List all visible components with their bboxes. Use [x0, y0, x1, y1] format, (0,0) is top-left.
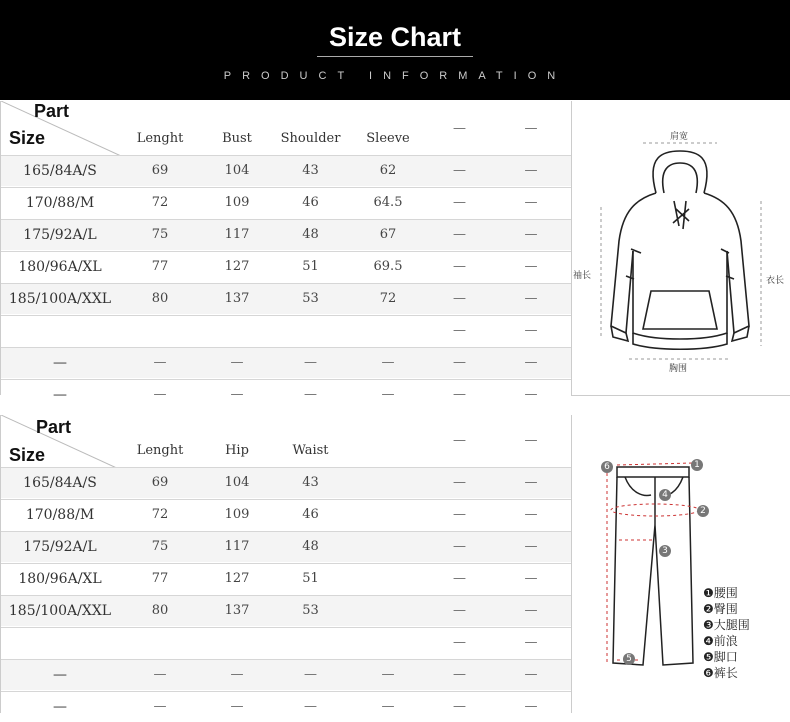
table-row	[1, 347, 571, 378]
value-cell: —	[524, 699, 538, 714]
value-cell: —	[304, 667, 317, 682]
size-cell: 180/96A/XL	[18, 259, 102, 275]
pants-illustration	[571, 415, 790, 713]
size-cell: 170/88/M	[25, 507, 95, 523]
table-row	[1, 627, 571, 658]
value-cell: —	[524, 259, 538, 274]
value-cell: 48	[302, 539, 319, 554]
legend-item: ❸大腿围	[703, 618, 750, 632]
length-label: 衣长	[766, 276, 785, 286]
hoodie-illustration	[571, 101, 790, 395]
value-cell: —	[524, 355, 538, 370]
value-cell: 53	[302, 291, 319, 306]
value-cell: —	[230, 355, 244, 370]
value-cell: —	[524, 635, 538, 650]
table-row	[1, 659, 571, 690]
value-cell: 64.5	[373, 195, 403, 210]
value-cell: —	[153, 667, 167, 682]
value-cell: 67	[379, 227, 397, 242]
value-cell: —	[453, 475, 466, 490]
size-cell: —	[53, 387, 67, 403]
value-cell: —	[453, 699, 466, 714]
value-cell: 104	[224, 163, 250, 178]
value-cell: —	[153, 355, 167, 370]
column-header: Sleeve	[366, 131, 410, 146]
value-cell: 104	[224, 475, 250, 490]
value-cell: 109	[224, 195, 250, 210]
value-cell: —	[153, 387, 167, 402]
corner-size-label: Size	[9, 445, 46, 465]
value-cell: 117	[224, 539, 250, 554]
page-title: Size Chart	[328, 22, 462, 52]
value-cell: —	[381, 355, 395, 370]
value-cell: 62	[379, 163, 397, 178]
value-cell: —	[453, 163, 466, 178]
size-cell: —	[53, 699, 67, 715]
size-cell: 175/92A/L	[23, 539, 97, 555]
table-row	[1, 467, 571, 498]
value-cell: —	[524, 227, 538, 242]
value-cell: —	[453, 291, 466, 306]
value-cell: 127	[224, 571, 250, 586]
value-cell	[119, 316, 201, 346]
value-cell	[348, 500, 428, 530]
value-cell: 46	[302, 507, 319, 522]
value-cell: —	[453, 355, 466, 370]
value-cell: —	[453, 227, 466, 242]
value-cell: —	[524, 603, 538, 618]
measure-marker: 5	[623, 653, 635, 665]
value-cell: —	[304, 699, 317, 714]
size-cell: 165/84A/S	[23, 163, 97, 179]
value-cell: —	[153, 699, 167, 714]
table-row	[1, 691, 571, 722]
value-cell	[348, 316, 428, 346]
value-cell: —	[524, 475, 538, 490]
column-header: —	[453, 433, 466, 448]
value-cell	[348, 628, 428, 658]
title-divider	[317, 56, 473, 57]
table-row	[1, 219, 571, 250]
value-cell: 69	[151, 475, 169, 490]
value-cell: —	[453, 571, 466, 586]
value-cell	[348, 468, 428, 498]
value-cell: 69.5	[373, 259, 403, 274]
value-cell	[201, 316, 273, 346]
value-cell: 72	[151, 195, 169, 210]
legend-item: ❹前浪	[703, 634, 738, 648]
size-cell: 175/92A/L	[23, 227, 97, 243]
table-row	[1, 251, 571, 282]
bottom-size-table	[0, 415, 572, 713]
size-cell	[1, 316, 119, 346]
value-cell: —	[524, 387, 538, 402]
table-row	[1, 315, 571, 346]
value-cell: 137	[224, 603, 250, 618]
value-cell: —	[524, 323, 538, 338]
value-cell: 75	[151, 227, 169, 242]
measure-marker: 4	[659, 489, 671, 501]
value-cell: —	[524, 291, 538, 306]
value-cell: 72	[379, 291, 397, 306]
pants-diagram	[571, 415, 790, 713]
value-cell: —	[381, 667, 395, 682]
hoodie-diagram	[571, 101, 790, 396]
value-cell: —	[304, 387, 317, 402]
value-cell: —	[304, 355, 317, 370]
value-cell	[348, 596, 428, 626]
table-row	[1, 155, 571, 186]
value-cell: —	[524, 571, 538, 586]
value-cell: —	[381, 699, 395, 714]
column-header: Shoulder	[280, 131, 341, 146]
value-cell: —	[524, 163, 538, 178]
corner-part-label: Part	[34, 101, 70, 121]
measure-marker: 1	[691, 459, 703, 471]
value-cell: —	[453, 259, 466, 274]
table-row	[1, 499, 571, 530]
value-cell: 51	[302, 571, 319, 586]
value-cell: 43	[302, 475, 319, 490]
column-header: Bust	[222, 131, 252, 146]
value-cell: 80	[151, 603, 169, 618]
value-cell	[348, 564, 428, 594]
value-cell: 109	[224, 507, 250, 522]
table-row	[1, 531, 571, 562]
column-header: Lenght	[136, 131, 184, 146]
shoulder-label: 肩宽	[670, 132, 689, 142]
header-banner	[0, 0, 790, 100]
table-row	[1, 187, 571, 218]
legend-item: ❶腰围	[703, 586, 738, 600]
corner-size-label: Size	[9, 128, 46, 148]
measure-marker: 3	[659, 545, 671, 557]
column-header: —	[524, 433, 538, 448]
value-cell: 127	[224, 259, 250, 274]
value-cell	[201, 628, 273, 658]
value-cell: —	[453, 507, 466, 522]
value-cell: 117	[224, 227, 250, 242]
value-cell	[273, 628, 348, 658]
column-header: Lenght	[136, 443, 184, 458]
size-cell: 185/100A/XXL	[8, 603, 112, 619]
value-cell: —	[453, 635, 466, 650]
column-header: —	[453, 121, 466, 136]
value-cell	[273, 316, 348, 346]
size-cell: 180/96A/XL	[18, 571, 102, 587]
corner-part-label: Part	[36, 417, 72, 437]
legend-item: ❷臀围	[703, 602, 738, 616]
table-row	[1, 379, 571, 410]
size-cell: 165/84A/S	[23, 475, 97, 491]
value-cell: 43	[302, 163, 319, 178]
sleeve-label: 袖长	[573, 271, 592, 281]
value-cell: —	[453, 603, 466, 618]
value-cell: 77	[151, 259, 169, 274]
top-size-table	[0, 101, 572, 403]
value-cell: —	[381, 387, 395, 402]
column-header: Hip	[225, 443, 249, 458]
value-cell: —	[230, 667, 244, 682]
size-cell: 170/88/M	[25, 195, 95, 211]
measure-marker: 2	[697, 505, 709, 517]
size-cell: 185/100A/XXL	[8, 291, 112, 307]
value-cell	[348, 532, 428, 562]
value-cell: 48	[302, 227, 319, 242]
value-cell: —	[230, 387, 244, 402]
size-cell: —	[53, 355, 67, 371]
size-cell: —	[53, 667, 67, 683]
measure-marker: 6	[601, 461, 613, 473]
value-cell: 53	[302, 603, 319, 618]
size-cell	[1, 628, 119, 658]
table-row	[1, 595, 571, 626]
table-row	[1, 283, 571, 314]
value-cell: 46	[302, 195, 319, 210]
value-cell: —	[524, 195, 538, 210]
value-cell	[119, 628, 201, 658]
value-cell: 69	[151, 163, 169, 178]
value-cell: —	[230, 699, 244, 714]
legend-item: ❺脚口	[703, 650, 738, 664]
value-cell: —	[453, 195, 466, 210]
value-cell: —	[524, 539, 538, 554]
column-header: Waist	[292, 443, 329, 458]
value-cell: 75	[151, 539, 169, 554]
value-cell: —	[453, 539, 466, 554]
value-cell: —	[524, 507, 538, 522]
value-cell: —	[524, 667, 538, 682]
value-cell: 72	[151, 507, 169, 522]
legend-item: ❻裤长	[703, 666, 738, 680]
value-cell: —	[453, 667, 466, 682]
chest-label: 胸围	[669, 364, 688, 374]
column-header: —	[524, 121, 538, 136]
value-cell: 77	[151, 571, 169, 586]
value-cell: 80	[151, 291, 169, 306]
table-row	[1, 563, 571, 594]
value-cell: —	[453, 323, 466, 338]
value-cell: —	[453, 387, 466, 402]
value-cell: 137	[224, 291, 250, 306]
pants-legend	[703, 585, 750, 681]
page-subtitle: PRODUCT INFORMATION	[223, 70, 567, 82]
value-cell: 51	[302, 259, 319, 274]
